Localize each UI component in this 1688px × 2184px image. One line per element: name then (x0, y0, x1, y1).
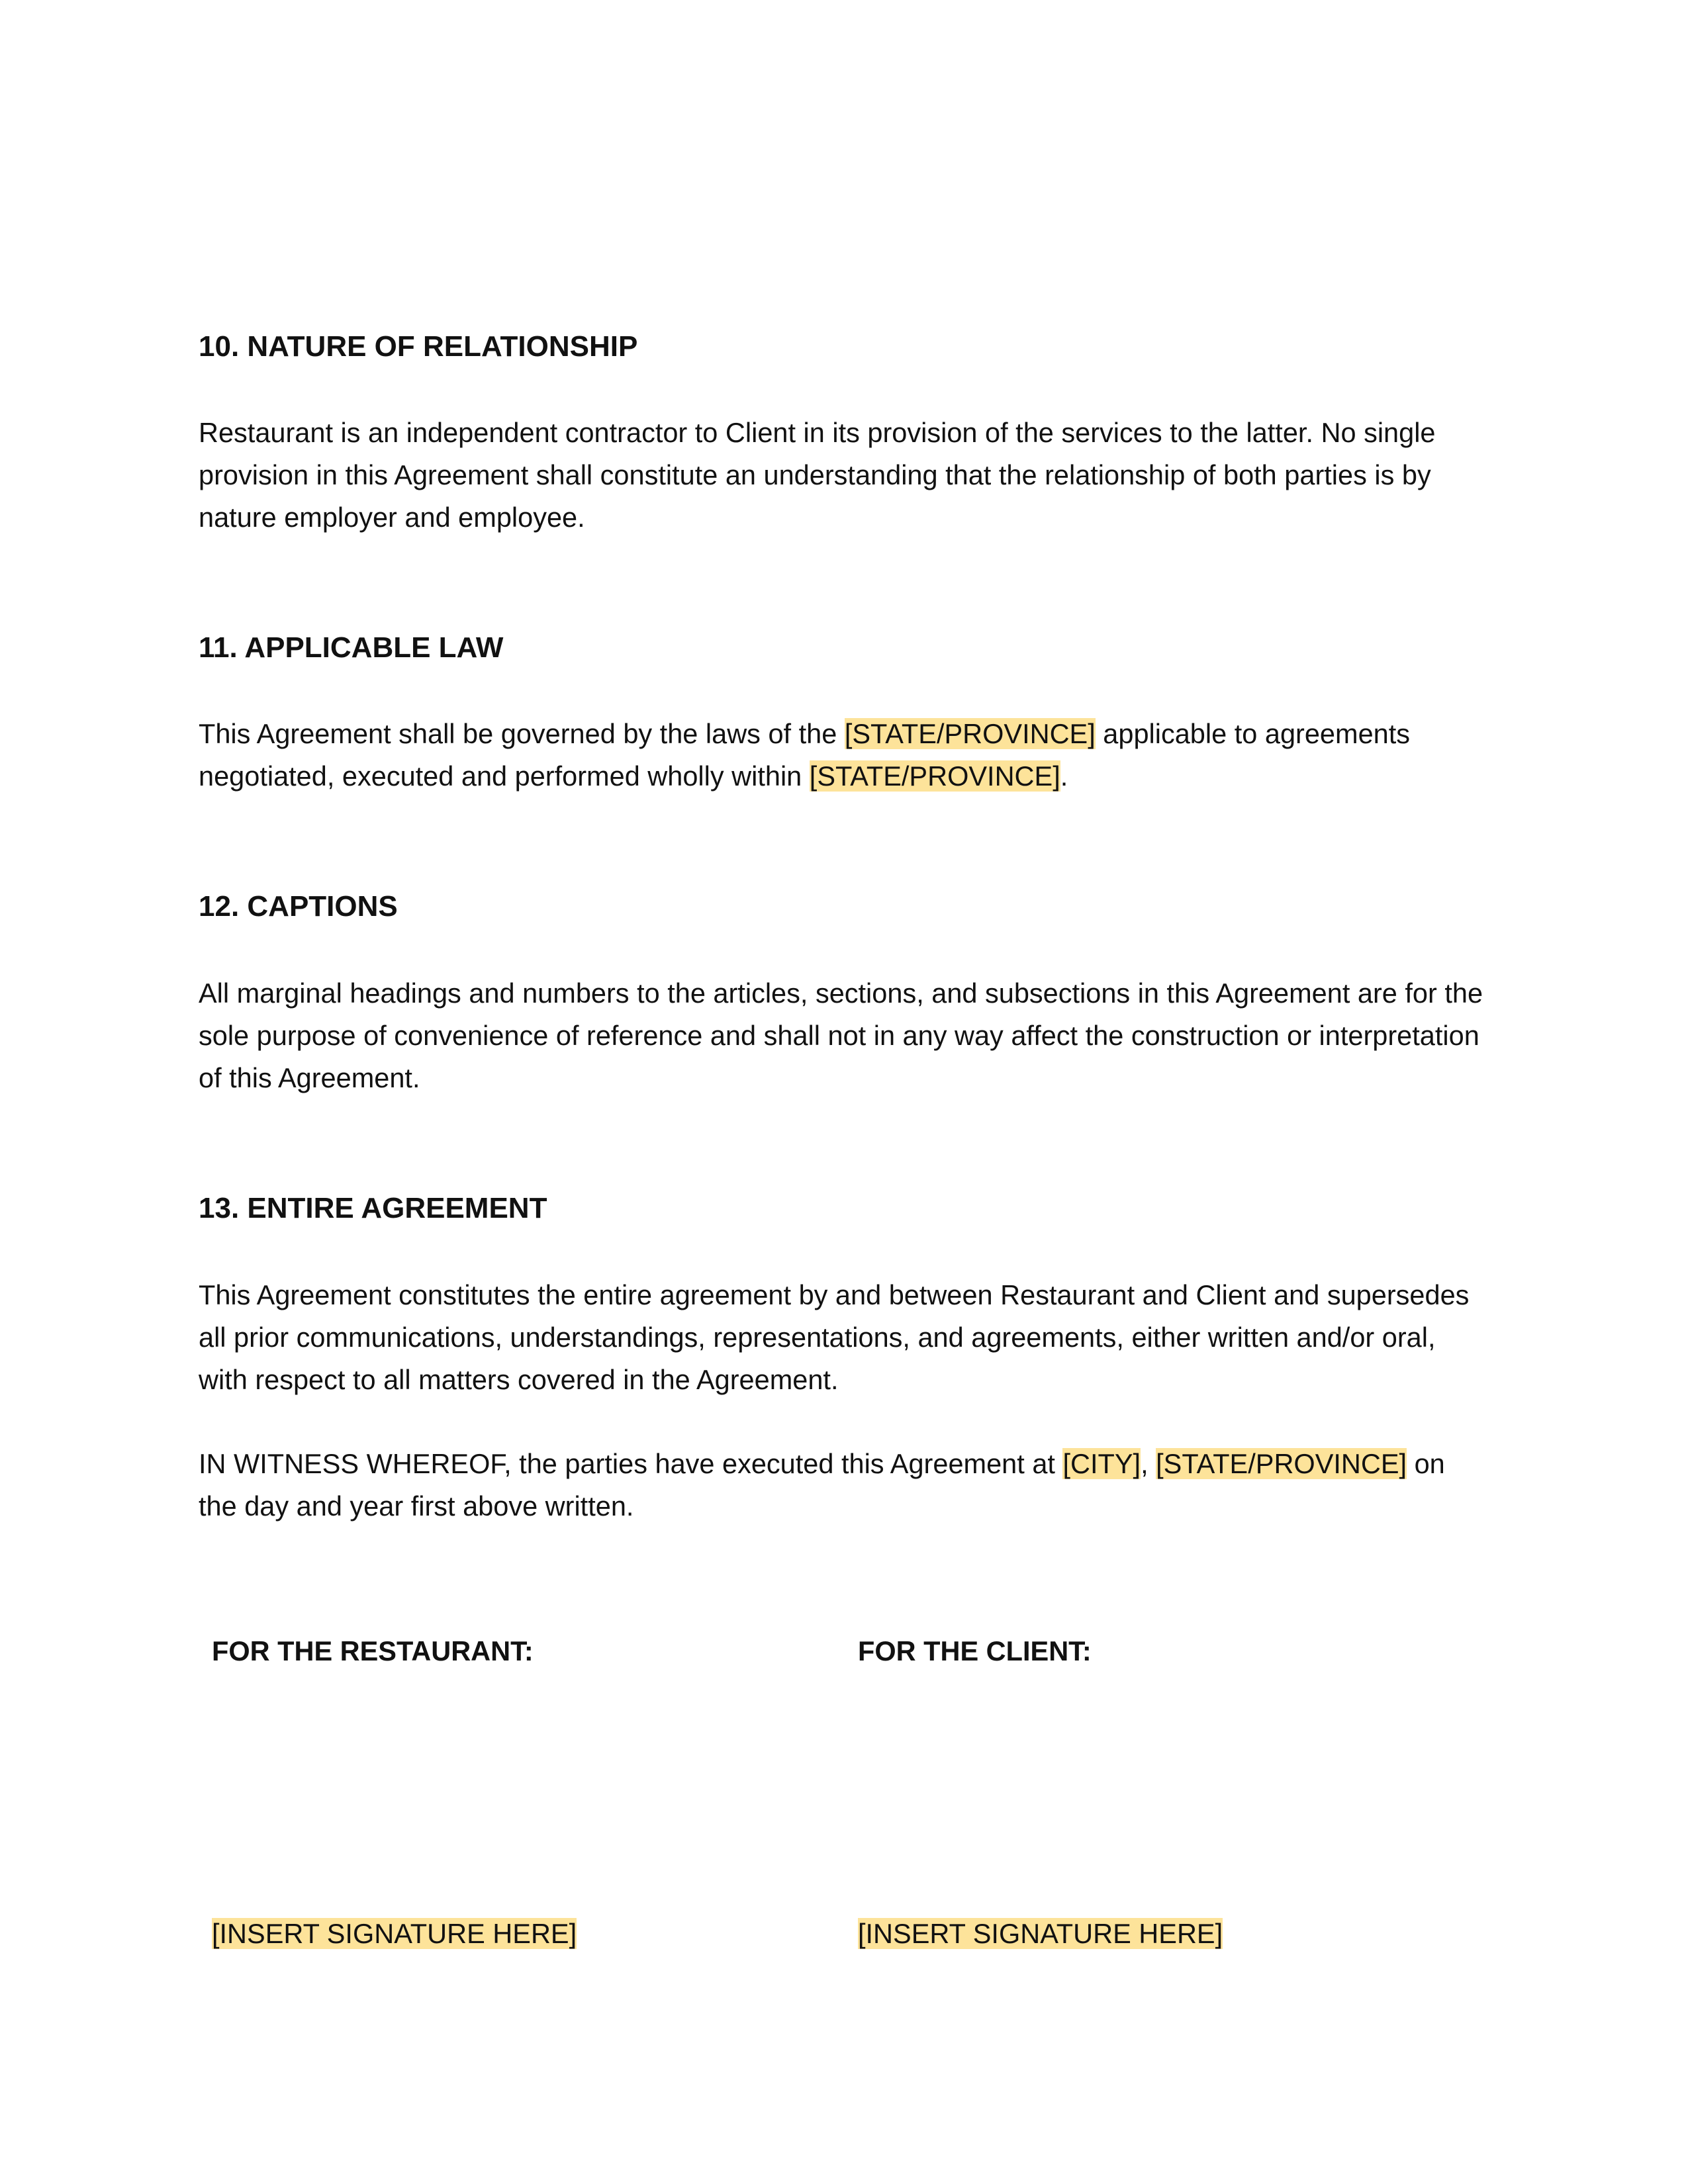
section-11-text-2: applicable to agreements negotiated, executed and performed wholly within (199, 718, 1411, 792)
client-signature-placeholder[interactable]: [INSERT SIGNATURE HERE] (858, 1918, 1223, 1949)
state-province-placeholder[interactable]: [STATE/PROVINCE] (809, 760, 1060, 792)
section-13-body: This Agreement constitutes the entire agreement by and between Restaurant and Client and supersedes all prior communications, understandings, representations, and agreements, either written and/or oral, with respect to all matters covered in the Agreement. (199, 1279, 1470, 1395)
section-11-text-1: This Agreement shall be governed by the laws of the (199, 718, 845, 749)
witness-paragraph (199, 1443, 1489, 1527)
client-signature-label: FOR THE CLIENT: (858, 1635, 1092, 1666)
section-12-body: All marginal headings and numbers to the articles, sections, and subsections in this Agreement are for the sole purpose of convenience of reference and shall not in any way affect the construction or interpretation of this Agreement. (199, 978, 1483, 1093)
section-10-body: Restaurant is an independent contractor to Client in its provision of the services to the latter. No single provision in this Agreement shall constitute an understanding that the relationship of both parties is by nature employer and employee. (199, 417, 1436, 533)
restaurant-signature-label: FOR THE RESTAURANT: (212, 1635, 534, 1666)
restaurant-signature-field[interactable] (212, 1915, 577, 1952)
section-13-heading: 13. ENTIRE AGREEMENT (199, 1192, 547, 1224)
section-10-heading: 10. NATURE OF RELATIONSHIP (199, 330, 638, 363)
state-province-placeholder[interactable]: [STATE/PROVINCE] (1156, 1448, 1407, 1479)
section-11-text-3: . (1060, 760, 1068, 792)
witness-text-3: on the day and year first above written. (199, 1448, 1445, 1522)
client-signature-field[interactable] (858, 1915, 1223, 1952)
state-province-placeholder[interactable]: [STATE/PROVINCE] (844, 718, 1096, 749)
witness-text-1: IN WITNESS WHEREOF, the parties have executed this Agreement at (199, 1448, 1063, 1479)
witness-text-2: , (1141, 1448, 1156, 1479)
restaurant-signature-placeholder[interactable]: [INSERT SIGNATURE HERE] (212, 1918, 577, 1949)
section-12-heading: 12. CAPTIONS (199, 890, 398, 923)
section-11-body (199, 713, 1489, 797)
city-placeholder[interactable]: [CITY] (1062, 1448, 1141, 1479)
section-11-heading: 11. APPLICABLE LAW (199, 631, 504, 664)
